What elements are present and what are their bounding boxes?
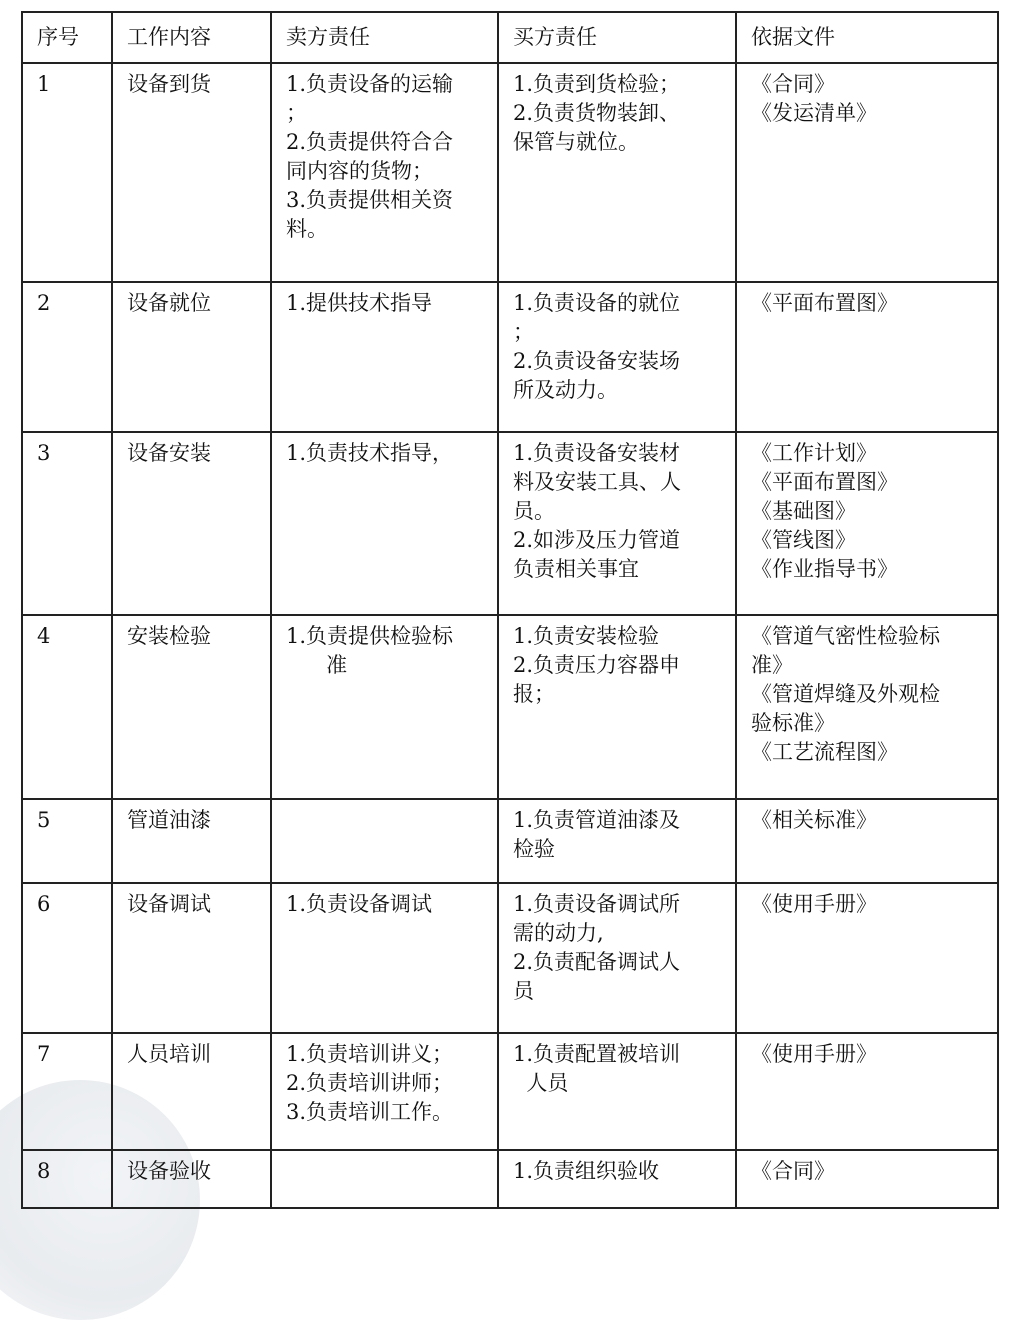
cell-buyer-line: 1.负责配置被培训 <box>513 1042 681 1066</box>
cell-docs <box>736 799 998 883</box>
cell-no: 1 <box>22 63 112 282</box>
cell-no: 8 <box>22 1150 112 1208</box>
cell-seller <box>271 432 498 615</box>
cell-seller <box>271 282 498 432</box>
cell-seller <box>271 1033 498 1150</box>
cell-buyer-line: 1.负责到货检验； <box>513 72 681 96</box>
cell-seller-line: 同内容的货物； <box>286 159 433 183</box>
cell-buyer-line: 1.负责设备的就位 <box>513 291 681 315</box>
cell-no: 2 <box>22 282 112 432</box>
cell-docs <box>736 615 998 799</box>
cell-seller-line: 3.负责提供相关资 <box>286 188 454 212</box>
cell-docs-line: 《工艺流程图》 <box>751 740 898 764</box>
cell-task: 人员培训 <box>112 1033 271 1150</box>
header-cell-no: 序号 <box>22 12 112 63</box>
cell-seller <box>271 615 498 799</box>
cell-no: 4 <box>22 615 112 799</box>
cell-task: 设备安装 <box>112 432 271 615</box>
cell-seller-line: 1.负责设备调试 <box>286 892 433 916</box>
cell-seller-line: 1.负责培训讲义； <box>286 1042 454 1066</box>
cell-seller-line: ； <box>286 101 307 125</box>
table-row <box>22 1033 998 1150</box>
cell-docs-line: 《平面布置图》 <box>751 470 898 494</box>
cell-seller <box>271 799 498 883</box>
header-row <box>22 12 998 63</box>
cell-buyer-line: 2.负责设备安装场 <box>513 349 681 373</box>
cell-buyer-line: 1.负责设备调试所 <box>513 892 681 916</box>
cell-seller <box>271 63 498 282</box>
cell-seller-line: 2.负责提供符合合 <box>286 130 454 154</box>
cell-task: 设备到货 <box>112 63 271 282</box>
table-row <box>22 883 998 1033</box>
cell-docs-line: 《使用手册》 <box>751 892 877 916</box>
cell-buyer-line: 员。 <box>513 499 555 523</box>
cell-seller-line: 1.负责设备的运输 <box>286 72 454 96</box>
cell-buyer-line: ； <box>513 320 534 344</box>
cell-seller <box>271 1150 498 1208</box>
cell-buyer-line: 料及安装工具、人 <box>513 470 681 494</box>
cell-buyer-line: 所及动力。 <box>513 378 618 402</box>
cell-docs-line: 《作业指导书》 <box>751 557 898 581</box>
cell-docs-line: 《管道焊缝及外观检 <box>751 682 940 706</box>
cell-buyer <box>498 883 736 1033</box>
cell-docs-line: 验标准》 <box>751 711 835 735</box>
cell-task: 管道油漆 <box>112 799 271 883</box>
cell-buyer <box>498 282 736 432</box>
cell-buyer-line: 2.负责配备调试人 <box>513 950 681 974</box>
cell-docs <box>736 1150 998 1208</box>
table-row <box>22 615 998 799</box>
table-row <box>22 799 998 883</box>
cell-docs-line: 《相关标准》 <box>751 808 877 832</box>
cell-buyer <box>498 1150 736 1208</box>
cell-no: 3 <box>22 432 112 615</box>
cell-buyer-line: 需的动力, <box>513 921 604 945</box>
cell-buyer-line: 1.负责安装检验 <box>513 624 660 648</box>
table-row <box>22 63 998 282</box>
cell-no: 5 <box>22 799 112 883</box>
cell-buyer-line: 人员 <box>513 1071 569 1095</box>
cell-buyer-line: 负责相关事宜 <box>513 557 639 581</box>
cell-docs-line: 《合同》 <box>751 72 835 96</box>
cell-docs <box>736 883 998 1033</box>
cell-task: 设备调试 <box>112 883 271 1033</box>
cell-docs-line: 《平面布置图》 <box>751 291 898 315</box>
cell-docs-line: 《合同》 <box>751 1159 835 1183</box>
cell-no: 7 <box>22 1033 112 1150</box>
cell-buyer-line: 1.负责设备安装材 <box>513 441 681 465</box>
cell-buyer-line: 保管与就位。 <box>513 130 639 154</box>
cell-seller-line: 准 <box>286 653 348 677</box>
cell-seller-line: 1.负责技术指导， <box>286 441 454 465</box>
cell-docs-line: 《使用手册》 <box>751 1042 877 1066</box>
cell-seller-line: 1.提供技术指导 <box>286 291 433 315</box>
cell-no: 6 <box>22 883 112 1033</box>
cell-seller-line: 料。 <box>286 217 328 241</box>
cell-seller-line: 1.负责提供检验标 <box>286 624 454 648</box>
cell-buyer <box>498 799 736 883</box>
header-cell-docs: 依据文件 <box>736 12 998 63</box>
cell-docs <box>736 432 998 615</box>
cell-buyer-line: 1.负责管道油漆及 <box>513 808 681 832</box>
cell-docs <box>736 63 998 282</box>
cell-docs-line: 《管线图》 <box>751 528 856 552</box>
cell-buyer-line: 2.如涉及压力管道 <box>513 528 681 552</box>
cell-docs-line: 《发运清单》 <box>751 101 877 125</box>
cell-task: 设备验收 <box>112 1150 271 1208</box>
header-cell-seller: 卖方责任 <box>271 12 498 63</box>
cell-docs <box>736 1033 998 1150</box>
table-row <box>22 1150 998 1208</box>
cell-docs-line: 《管道气密性检验标 <box>751 624 940 648</box>
cell-buyer-line: 检验 <box>513 837 555 861</box>
cell-buyer <box>498 432 736 615</box>
cell-buyer-line: 2.负责压力容器申 <box>513 653 681 677</box>
cell-docs-line: 《工作计划》 <box>751 441 877 465</box>
table-row <box>22 432 998 615</box>
cell-buyer-line: 报； <box>513 682 555 706</box>
cell-task: 安装检验 <box>112 615 271 799</box>
header-cell-buyer: 买方责任 <box>498 12 736 63</box>
cell-buyer-line: 2.负责货物装卸、 <box>513 101 681 125</box>
cell-seller-line: 2.负责培训讲师； <box>286 1071 454 1095</box>
cell-docs-line: 《基础图》 <box>751 499 856 523</box>
cell-buyer <box>498 615 736 799</box>
cell-buyer-line: 1.负责组织验收 <box>513 1159 660 1183</box>
cell-buyer <box>498 1033 736 1150</box>
table-row <box>22 282 998 432</box>
cell-seller <box>271 883 498 1033</box>
cell-buyer <box>498 63 736 282</box>
cell-buyer-line: 员 <box>513 979 534 1003</box>
cell-seller-line: 3.负责培训工作。 <box>286 1100 454 1124</box>
cell-docs <box>736 282 998 432</box>
cell-docs-line: 准》 <box>751 653 793 677</box>
cell-task: 设备就位 <box>112 282 271 432</box>
responsibility-table <box>21 11 999 1209</box>
header-cell-task: 工作内容 <box>112 12 271 63</box>
